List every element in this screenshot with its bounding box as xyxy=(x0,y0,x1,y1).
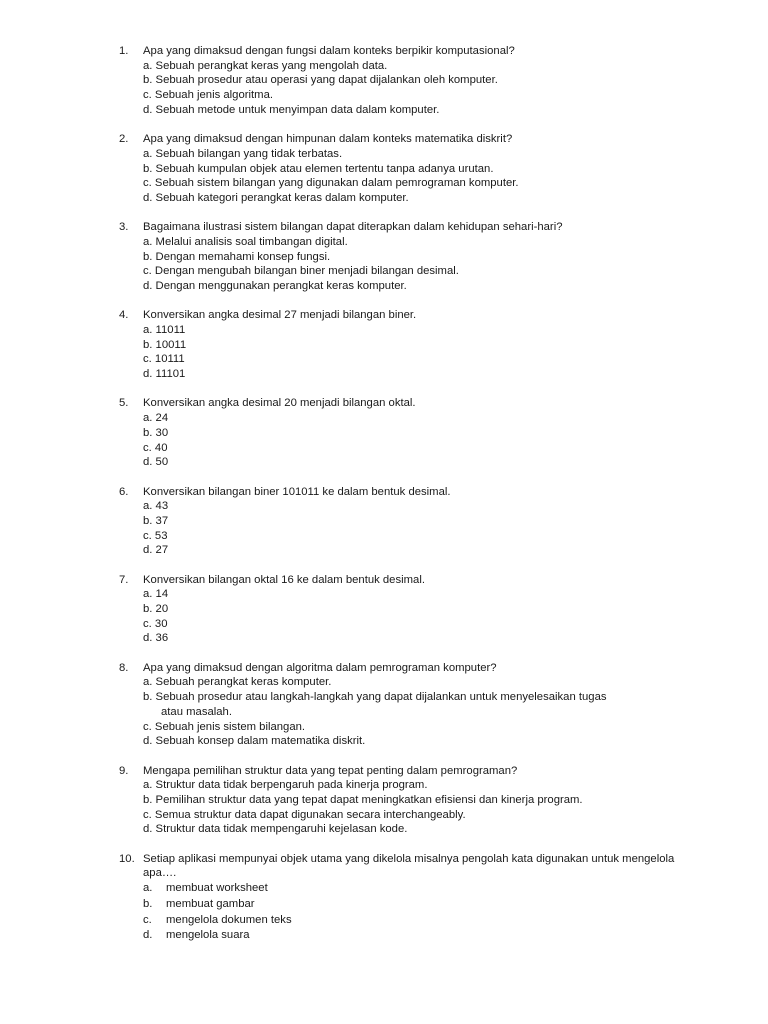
question-text: Konversikan angka desimal 20 menjadi bilangan oktal. xyxy=(143,397,416,410)
option-d: d. Struktur data tidak mempengaruhi kejelasan kode. xyxy=(143,823,408,836)
question-number: 2. xyxy=(119,133,129,146)
question-number: 1. xyxy=(119,45,129,57)
question-text: Apa yang dimaksud dengan himpunan dalam konteks matematika diskrit? xyxy=(143,133,513,146)
option-list xyxy=(0,323,768,382)
option-b: b. 10011 xyxy=(143,338,187,351)
question-number: 6. xyxy=(119,485,129,498)
option-list xyxy=(0,147,768,206)
question-number: 3. xyxy=(119,221,129,234)
question-7 xyxy=(0,573,768,647)
option-d: d. 11101 xyxy=(143,368,186,381)
question-text: Konversikan bilangan biner 101011 ke dalam bentuk desimal. xyxy=(143,485,451,498)
option-list xyxy=(0,235,768,294)
option-c: c. 30 xyxy=(143,617,168,630)
question-text: Konversikan bilangan oktal 16 ke dalam bentuk desimal. xyxy=(143,573,425,586)
question-number: 7. xyxy=(119,573,129,586)
option-d: d. 36 xyxy=(143,632,169,645)
option-text: mengelola dokumen teks xyxy=(166,913,292,926)
option-b: b. Sebuah kumpulan objek atau elemen tertentu tanpa adanya urutan. xyxy=(143,162,494,175)
option-c: c. 40 xyxy=(143,441,168,454)
option-a: a. 14 xyxy=(143,588,169,601)
question-8 xyxy=(0,661,768,749)
option-a: a. Sebuah perangkat keras yang mengolah data. xyxy=(143,59,388,72)
question-text: Mengapa pemilihan struktur data yang tepat penting dalam pemrograman? xyxy=(143,764,518,777)
option-b: b. 20 xyxy=(143,603,169,616)
option-d: d. Sebuah kategori perangkat keras dalam komputer. xyxy=(143,191,409,204)
question-5 xyxy=(0,396,768,470)
option-d: d. 50 xyxy=(143,456,169,469)
question-text: Apa yang dimaksud dengan algoritma dalam pemrograman komputer? xyxy=(143,661,497,674)
option-c: c. 10111 xyxy=(143,353,185,366)
option-c: c. 53 xyxy=(143,529,168,542)
option-list xyxy=(0,411,768,470)
option-c xyxy=(143,913,768,929)
option-c: c. Sebuah sistem bilangan yang digunakan dalam pemrograman komputer. xyxy=(143,177,519,190)
option-d: d. Sebuah konsep dalam matematika diskrit. xyxy=(143,735,366,748)
option-c: c. Semua struktur data dapat digunakan secara interchangeably. xyxy=(143,808,466,821)
option-b: b. Pemilihan struktur data yang tepat dapat meningkatkan efisiensi dan kinerja program. xyxy=(143,793,583,806)
option-b xyxy=(143,897,768,913)
option-list xyxy=(0,675,768,749)
option-letter: c. xyxy=(143,913,152,926)
question-1 xyxy=(0,44,768,118)
option-list xyxy=(0,499,768,558)
question-6 xyxy=(0,485,768,559)
question-text: Apa yang dimaksud dengan fungsi dalam konteks berpikir komputasional? xyxy=(143,45,515,57)
option-a xyxy=(143,881,768,897)
option-a: a. 24 xyxy=(143,412,169,425)
option-a: a. 11011 xyxy=(143,324,186,337)
option-b-text: b. Sebuah prosedur atau langkah-langkah yang dapat dijalankan untuk menyelesaikan tugas xyxy=(143,691,607,704)
question-text: Bagaimana ilustrasi sistem bilangan dapat diterapkan dalam kehidupan sehari-hari? xyxy=(143,221,563,234)
option-b: b. Dengan memahami konsep fungsi. xyxy=(143,250,331,263)
option-b xyxy=(143,690,768,719)
option-letter: b. xyxy=(143,897,153,910)
option-letter: a. xyxy=(143,882,153,895)
option-list xyxy=(0,778,768,837)
option-text: mengelola suara xyxy=(166,929,250,942)
quiz-document xyxy=(0,44,768,959)
option-b-continuation: atau masalah. xyxy=(161,705,232,718)
question-text: Konversikan angka desimal 27 menjadi bilangan biner. xyxy=(143,309,417,322)
option-a: a. 43 xyxy=(143,500,169,513)
option-d: d. Dengan menggunakan perangkat keras komputer. xyxy=(143,280,407,293)
question-10 xyxy=(0,852,768,945)
option-a: a. Struktur data tidak berpengaruh pada kinerja program. xyxy=(143,779,428,792)
question-number: 4. xyxy=(119,309,129,322)
option-a: a. Sebuah perangkat keras komputer. xyxy=(143,676,332,689)
option-d: d. 27 xyxy=(143,544,169,557)
question-4 xyxy=(0,308,768,382)
option-list xyxy=(0,881,768,944)
option-letter: d. xyxy=(143,929,153,942)
option-b: b. Sebuah prosedur atau operasi yang dapat dijalankan oleh komputer. xyxy=(143,74,498,87)
question-2 xyxy=(0,132,768,206)
question-number: 10. xyxy=(119,852,135,865)
question-number: 8. xyxy=(119,661,129,674)
question-9 xyxy=(0,764,768,838)
option-text: membuat gambar xyxy=(166,897,255,910)
question-text: Setiap aplikasi mempunyai objek utama yang dikelola misalnya pengolah kata digunakan untuk mengelola apa…. xyxy=(143,852,675,880)
option-list xyxy=(0,587,768,646)
option-a: a. Melalui analisis soal timbangan digital. xyxy=(143,235,348,248)
question-number: 5. xyxy=(119,397,129,410)
option-b: b. 30 xyxy=(143,426,169,439)
option-d xyxy=(143,928,768,944)
option-c: c. Sebuah jenis sistem bilangan. xyxy=(143,720,306,733)
option-a: a. Sebuah bilangan yang tidak terbatas. xyxy=(143,147,343,160)
option-d: d. Sebuah metode untuk menyimpan data dalam komputer. xyxy=(143,103,440,116)
option-c: c. Dengan mengubah bilangan biner menjadi bilangan desimal. xyxy=(143,265,459,278)
option-list xyxy=(0,59,768,118)
question-number: 9. xyxy=(119,764,129,777)
option-c: c. Sebuah jenis algoritma. xyxy=(143,89,273,102)
option-b: b. 37 xyxy=(143,514,169,527)
option-text: membuat worksheet xyxy=(166,882,268,895)
question-3 xyxy=(0,220,768,294)
